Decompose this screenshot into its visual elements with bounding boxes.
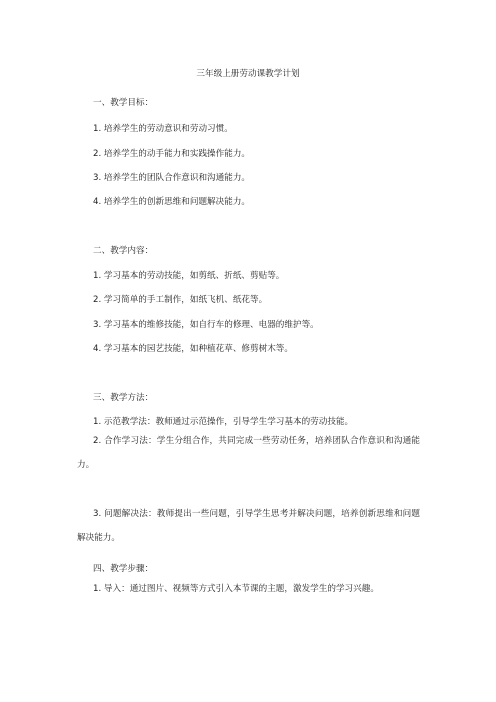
- list-item: 1. 示范教学法：教师通过示范操作，引导学生学习基本的劳动技能。: [93, 417, 354, 427]
- section-heading-content: 二、教学内容：: [93, 246, 154, 256]
- section-heading-methods: 三、教学方法：: [93, 393, 154, 403]
- list-item: 3. 学习基本的维修技能，如自行车的修理、电器的维护等。: [93, 320, 319, 330]
- list-item: 1. 培养学生的劳动意识和劳动习惯。: [93, 124, 233, 134]
- list-item: 4. 培养学生的创新思维和问题解决能力。: [93, 197, 251, 207]
- list-item-paragraph: 3. 问题解决法：教师提出一些问题，引导学生思考并解决问题，培养创新思维和问题解决能力。: [77, 509, 420, 543]
- list-item: 4. 学习基本的园艺技能，如种植花草、修剪树木等。: [93, 344, 293, 354]
- list-item-paragraph: 1. 导入：通过图片、视频等方式引入本节课的主题，激发学生的学习兴趣。: [93, 584, 379, 594]
- list-item-paragraph: 2. 合作学习法：学生分组合作，共同完成一些劳动任务，培养团队合作意识和沟通能力。: [77, 436, 420, 470]
- section-heading-objectives: 一、教学目标：: [93, 98, 154, 108]
- list-item: 2. 学习简单的手工制作，如纸飞机、纸花等。: [93, 295, 268, 305]
- list-item: 2. 培养学生的动手能力和实践操作能力。: [93, 149, 251, 159]
- list-item: 1. 学习基本的劳动技能，如剪纸、折纸、剪贴等。: [93, 271, 285, 281]
- document-title: 三年级上册劳动课教学计划: [196, 69, 300, 79]
- section-heading-steps: 四、教学步骤：: [93, 564, 154, 574]
- list-item: 3. 培养学生的团队合作意识和沟通能力。: [93, 173, 251, 183]
